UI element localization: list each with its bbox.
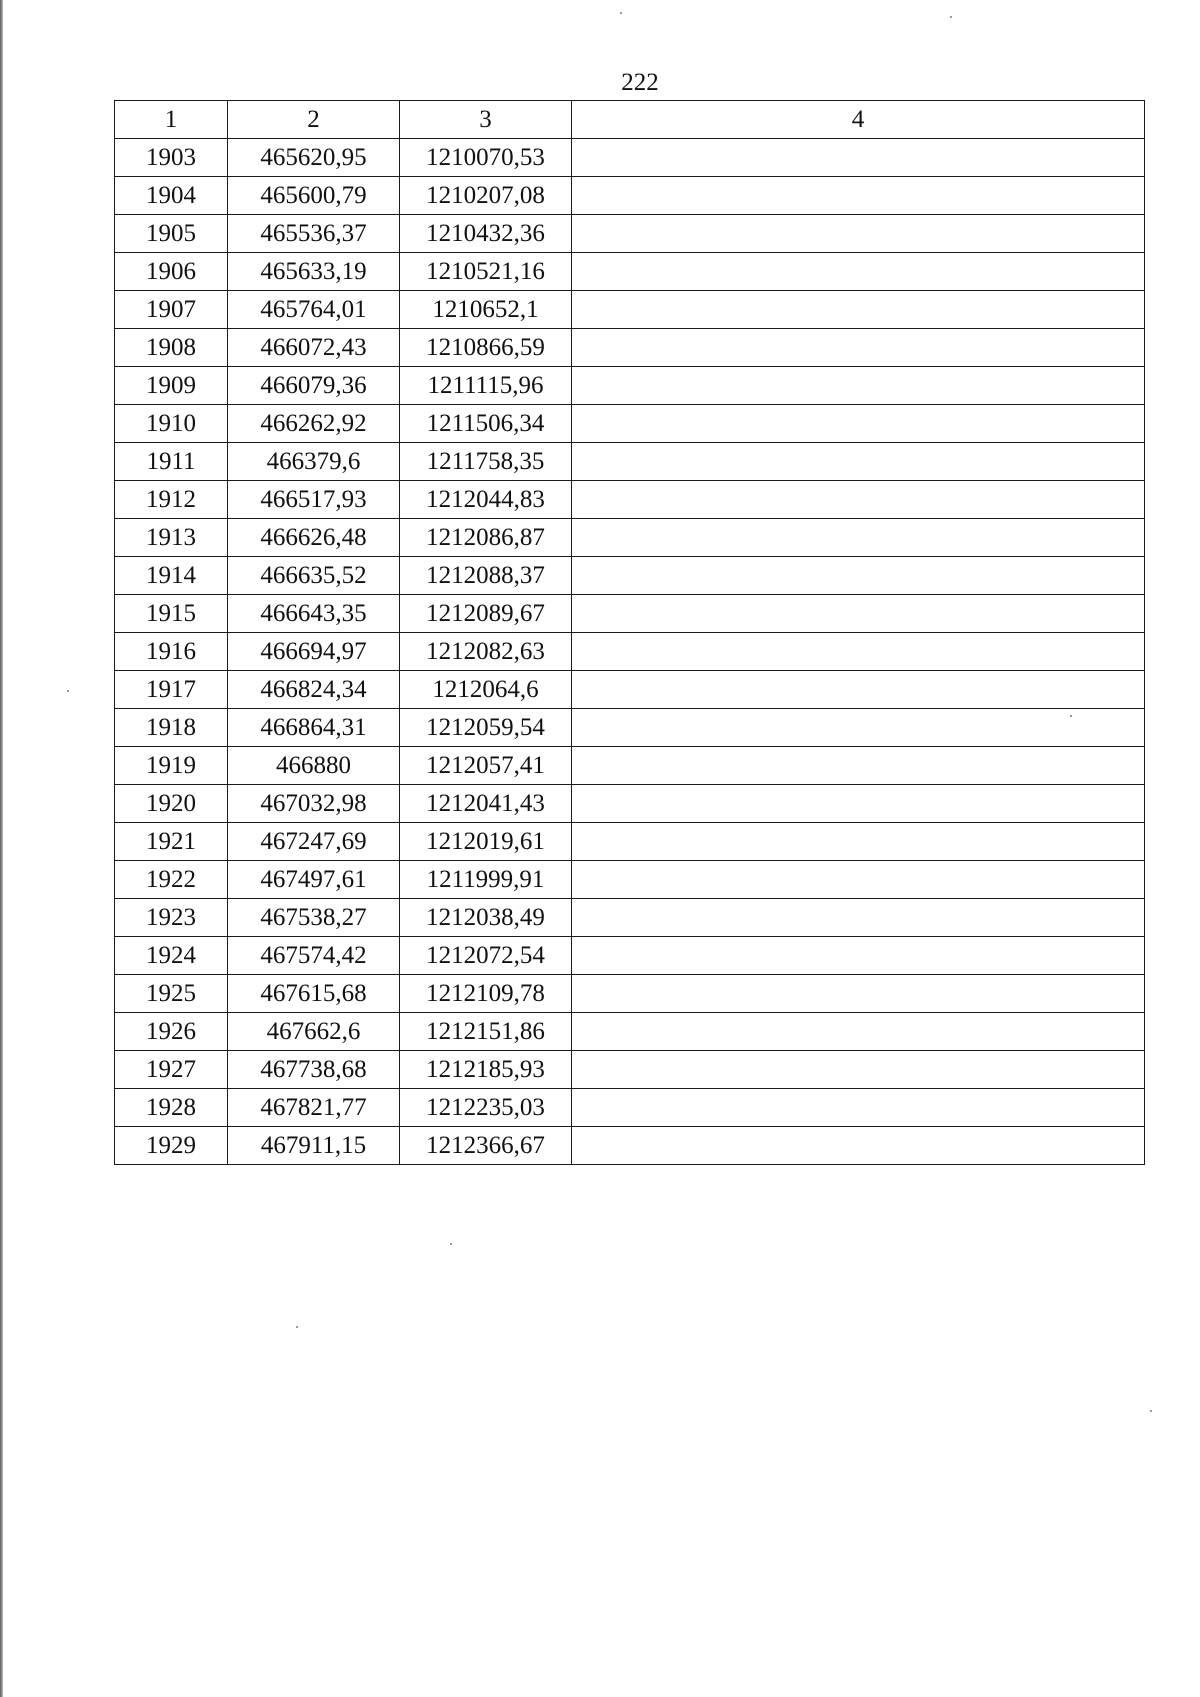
table-row [115, 899, 1145, 937]
table-cell-col-3: 1211999,91 [400, 861, 572, 899]
table-cell-col-2: 465600,79 [228, 177, 400, 215]
table-cell-col-2: 467497,61 [228, 861, 400, 899]
table-cell-col-2: 466079,36 [228, 367, 400, 405]
table-cell-col-2: 466824,34 [228, 671, 400, 709]
table-cell-col-4 [572, 177, 1145, 215]
table-cell-col-2: 466635,52 [228, 557, 400, 595]
table-cell-col-3: 1212366,67 [400, 1127, 572, 1165]
table-cell-col-1: 1928 [115, 1089, 228, 1127]
column-header: 3 [400, 101, 572, 139]
table-cell-col-3: 1212044,83 [400, 481, 572, 519]
table-cell-col-1: 1903 [115, 139, 228, 177]
table-cell-col-2: 467821,77 [228, 1089, 400, 1127]
column-header: 4 [572, 101, 1145, 139]
table-cell-col-4 [572, 633, 1145, 671]
table-row [115, 861, 1145, 899]
table-row [115, 481, 1145, 519]
table-row [115, 747, 1145, 785]
table-row [115, 823, 1145, 861]
scan-speck [620, 12, 622, 14]
table-cell-col-1: 1924 [115, 937, 228, 975]
table-cell-col-1: 1908 [115, 329, 228, 367]
table-cell-col-3: 1212059,54 [400, 709, 572, 747]
table-cell-col-2: 466643,35 [228, 595, 400, 633]
table-cell-col-2: 467662,6 [228, 1013, 400, 1051]
table-cell-col-1: 1922 [115, 861, 228, 899]
table-cell-col-4 [572, 899, 1145, 937]
table-cell-col-3: 1210521,16 [400, 253, 572, 291]
table-row [115, 595, 1145, 633]
table-cell-col-3: 1211506,34 [400, 405, 572, 443]
scan-speck [67, 690, 69, 692]
table-cell-col-4 [572, 709, 1145, 747]
table-cell-col-4 [572, 215, 1145, 253]
table-cell-col-4 [572, 253, 1145, 291]
table-cell-col-1: 1923 [115, 899, 228, 937]
table-cell-col-1: 1912 [115, 481, 228, 519]
table-cell-col-1: 1916 [115, 633, 228, 671]
table-cell-col-2: 467615,68 [228, 975, 400, 1013]
table-cell-col-3: 1212088,37 [400, 557, 572, 595]
table-cell-col-2: 467911,15 [228, 1127, 400, 1165]
table-row [115, 557, 1145, 595]
table-cell-col-4 [572, 557, 1145, 595]
scan-speck [1150, 1410, 1152, 1412]
table-cell-col-1: 1919 [115, 747, 228, 785]
scan-speck [1070, 715, 1072, 717]
table-row [115, 1127, 1145, 1165]
table-row [115, 709, 1145, 747]
table-cell-col-3: 1212064,6 [400, 671, 572, 709]
table-cell-col-4 [572, 139, 1145, 177]
table-cell-col-1: 1911 [115, 443, 228, 481]
column-header: 1 [115, 101, 228, 139]
table-cell-col-2: 467538,27 [228, 899, 400, 937]
table-cell-col-1: 1920 [115, 785, 228, 823]
table-cell-col-2: 465764,01 [228, 291, 400, 329]
table-cell-col-2: 466072,43 [228, 329, 400, 367]
table-cell-col-1: 1907 [115, 291, 228, 329]
table-cell-col-1: 1915 [115, 595, 228, 633]
table-cell-col-2: 466864,31 [228, 709, 400, 747]
table-cell-col-4 [572, 937, 1145, 975]
table-row [115, 291, 1145, 329]
table-cell-col-3: 1212082,63 [400, 633, 572, 671]
coordinates-table [114, 100, 1145, 1165]
table-row [115, 329, 1145, 367]
table-cell-col-4 [572, 1013, 1145, 1051]
table-cell-col-1: 1929 [115, 1127, 228, 1165]
table-cell-col-3: 1210652,1 [400, 291, 572, 329]
table-cell-col-1: 1927 [115, 1051, 228, 1089]
table-row [115, 1013, 1145, 1051]
table-row [115, 1089, 1145, 1127]
table-cell-col-3: 1212185,93 [400, 1051, 572, 1089]
table-cell-col-4 [572, 405, 1145, 443]
table-cell-col-4 [572, 595, 1145, 633]
table-row [115, 785, 1145, 823]
table-cell-col-3: 1211758,35 [400, 443, 572, 481]
table-cell-col-3: 1211115,96 [400, 367, 572, 405]
table-cell-col-3: 1212109,78 [400, 975, 572, 1013]
table-cell-col-2: 465633,19 [228, 253, 400, 291]
table-cell-col-1: 1918 [115, 709, 228, 747]
table-cell-col-2: 467738,68 [228, 1051, 400, 1089]
table-cell-col-4 [572, 291, 1145, 329]
table-cell-col-4 [572, 975, 1145, 1013]
table-cell-col-3: 1210432,36 [400, 215, 572, 253]
table-cell-col-3: 1212038,49 [400, 899, 572, 937]
table-body [115, 139, 1145, 1165]
table-cell-col-3: 1212151,86 [400, 1013, 572, 1051]
table-cell-col-4 [572, 1051, 1145, 1089]
table-cell-col-1: 1904 [115, 177, 228, 215]
table-row [115, 633, 1145, 671]
table-cell-col-4 [572, 1127, 1145, 1165]
scan-speck [296, 1326, 298, 1328]
table-cell-col-1: 1910 [115, 405, 228, 443]
column-header: 2 [228, 101, 400, 139]
table-row [115, 671, 1145, 709]
table-row [115, 519, 1145, 557]
table-cell-col-2: 467247,69 [228, 823, 400, 861]
table-row [115, 443, 1145, 481]
table-cell-col-2: 466262,92 [228, 405, 400, 443]
table-cell-col-4 [572, 671, 1145, 709]
table-cell-col-2: 466517,93 [228, 481, 400, 519]
scan-speck [450, 1243, 452, 1245]
table-row [115, 937, 1145, 975]
table-cell-col-4 [572, 785, 1145, 823]
table-cell-col-1: 1926 [115, 1013, 228, 1051]
table-cell-col-2: 467032,98 [228, 785, 400, 823]
table-cell-col-3: 1212057,41 [400, 747, 572, 785]
table-cell-col-4 [572, 747, 1145, 785]
table-row [115, 405, 1145, 443]
table-cell-col-3: 1212089,67 [400, 595, 572, 633]
table-row [115, 139, 1145, 177]
table-cell-col-2: 465536,37 [228, 215, 400, 253]
table-cell-col-2: 466626,48 [228, 519, 400, 557]
table-cell-col-1: 1921 [115, 823, 228, 861]
table-cell-col-1: 1906 [115, 253, 228, 291]
table-cell-col-1: 1905 [115, 215, 228, 253]
table-row [115, 177, 1145, 215]
table-cell-col-2: 465620,95 [228, 139, 400, 177]
table-cell-col-4 [572, 861, 1145, 899]
table-cell-col-4 [572, 823, 1145, 861]
table-cell-col-3: 1212235,03 [400, 1089, 572, 1127]
table-row [115, 253, 1145, 291]
table-cell-col-4 [572, 1089, 1145, 1127]
table-cell-col-3: 1210866,59 [400, 329, 572, 367]
table-cell-col-4 [572, 329, 1145, 367]
table-cell-col-4 [572, 367, 1145, 405]
table-row [115, 367, 1145, 405]
table-row [115, 975, 1145, 1013]
table-cell-col-3: 1212041,43 [400, 785, 572, 823]
table-cell-col-1: 1914 [115, 557, 228, 595]
table-cell-col-1: 1913 [115, 519, 228, 557]
page-number: 222 [621, 69, 659, 96]
scan-edge [0, 0, 3, 1697]
table-cell-col-3: 1210070,53 [400, 139, 572, 177]
table-cell-col-3: 1212086,87 [400, 519, 572, 557]
table-row [115, 215, 1145, 253]
table-cell-col-2: 467574,42 [228, 937, 400, 975]
table-cell-col-4 [572, 481, 1145, 519]
table-cell-col-3: 1210207,08 [400, 177, 572, 215]
table-cell-col-3: 1212072,54 [400, 937, 572, 975]
scan-speck [950, 16, 952, 18]
table-cell-col-4 [572, 443, 1145, 481]
table-cell-col-1: 1909 [115, 367, 228, 405]
table-header-row [115, 101, 1145, 139]
table-cell-col-4 [572, 519, 1145, 557]
table-cell-col-1: 1917 [115, 671, 228, 709]
table-cell-col-3: 1212019,61 [400, 823, 572, 861]
table-row [115, 1051, 1145, 1089]
table-cell-col-2: 466694,97 [228, 633, 400, 671]
table-cell-col-2: 466880 [228, 747, 400, 785]
table-cell-col-1: 1925 [115, 975, 228, 1013]
table-cell-col-2: 466379,6 [228, 443, 400, 481]
